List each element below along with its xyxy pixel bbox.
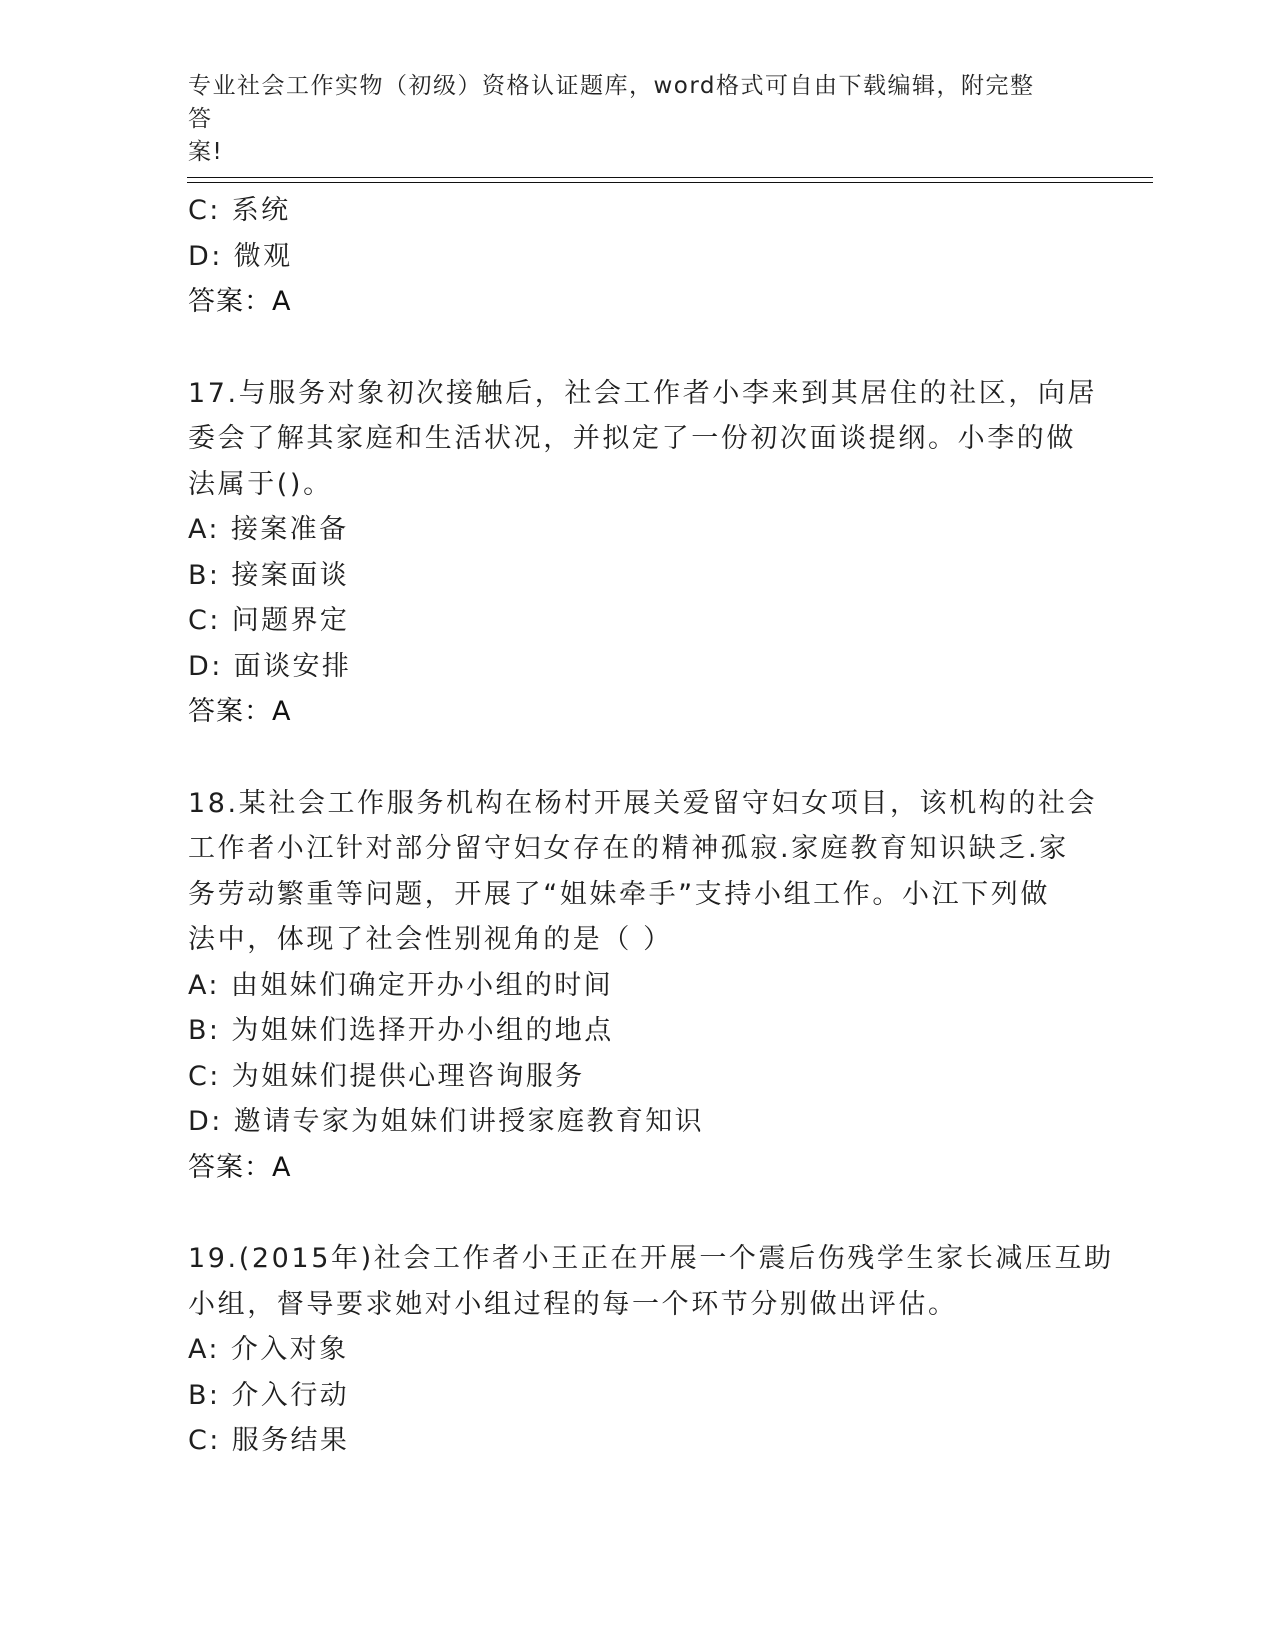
header-line-1: 专业社会工作实物（初级）资格认证题库，word格式可自由下载编辑，附完整答 xyxy=(188,73,1035,132)
question-text-line: 委会了解其家庭和生活状况，并拟定了一份初次面谈提纲。小李的做 xyxy=(188,423,1076,454)
prev-question-block xyxy=(188,188,1088,325)
option-a: A: 接案准备 xyxy=(188,514,349,545)
answer-line: 答案：A xyxy=(188,1151,292,1183)
question-text-line: 法中，体现了社会性别视角的是（ ） xyxy=(188,924,673,955)
question-text-line: 法属于()。 xyxy=(188,468,333,500)
option-c: C: 系统 xyxy=(188,195,291,226)
question-text xyxy=(188,371,1098,508)
header-divider-bottom xyxy=(187,182,1153,183)
question-text-line: 务劳动繁重等问题，开展了“姐妹牵手”支持小组工作。小江下列做 xyxy=(188,878,1050,910)
spacer xyxy=(188,735,1088,781)
option-d: D: 面谈安排 xyxy=(188,650,352,682)
option-a: A: 由姐妹们确定开办小组的时间 xyxy=(188,969,614,1001)
spacer xyxy=(188,1190,1088,1236)
question-17 xyxy=(188,371,1098,735)
question-text xyxy=(188,1236,1114,1327)
question-list xyxy=(188,188,1114,1464)
option-a: A: 介入对象 xyxy=(188,1334,349,1365)
option-b: B: 为姐妹们选择开办小组的地点 xyxy=(188,1015,614,1046)
question-text-line: 18.某社会工作服务机构在杨村开展关爱留守妇女项目，该机构的社会 xyxy=(188,787,1098,819)
option-c: C: 服务结果 xyxy=(188,1425,350,1456)
option-d: D: 邀请专家为姐妹们讲授家庭教育知识 xyxy=(188,1106,705,1137)
answer-line: 答案：A xyxy=(188,286,292,317)
option-d: D: 微观 xyxy=(188,240,293,272)
question-text xyxy=(188,781,1098,963)
option-c: C: 问题界定 xyxy=(188,605,350,636)
page-header xyxy=(188,70,1058,169)
spacer xyxy=(188,325,1088,371)
question-text-line: 19.(2015年)社会工作者小王正在开展一个震后伤残学生家长减压互助 xyxy=(188,1243,1114,1274)
question-19 xyxy=(188,1236,1114,1464)
header-divider-top xyxy=(187,177,1153,178)
question-18 xyxy=(188,781,1098,1191)
answer-line: 答案：A xyxy=(188,696,292,727)
question-text-line: 小组，督导要求她对小组过程的每一个环节分别做出评估。 xyxy=(188,1288,958,1320)
header-line-2: 案! xyxy=(188,139,224,165)
question-text-line: 工作者小江针对部分留守妇女存在的精神孤寂.家庭教育知识缺乏.家 xyxy=(188,833,1069,864)
option-b: B: 介入行动 xyxy=(188,1379,350,1411)
question-text-line: 17.与服务对象初次接触后，社会工作者小李来到其居住的社区，向居 xyxy=(188,377,1098,409)
option-c: C: 为姐妹们提供心理咨询服务 xyxy=(188,1060,585,1092)
option-b: B: 接案面谈 xyxy=(188,559,350,591)
